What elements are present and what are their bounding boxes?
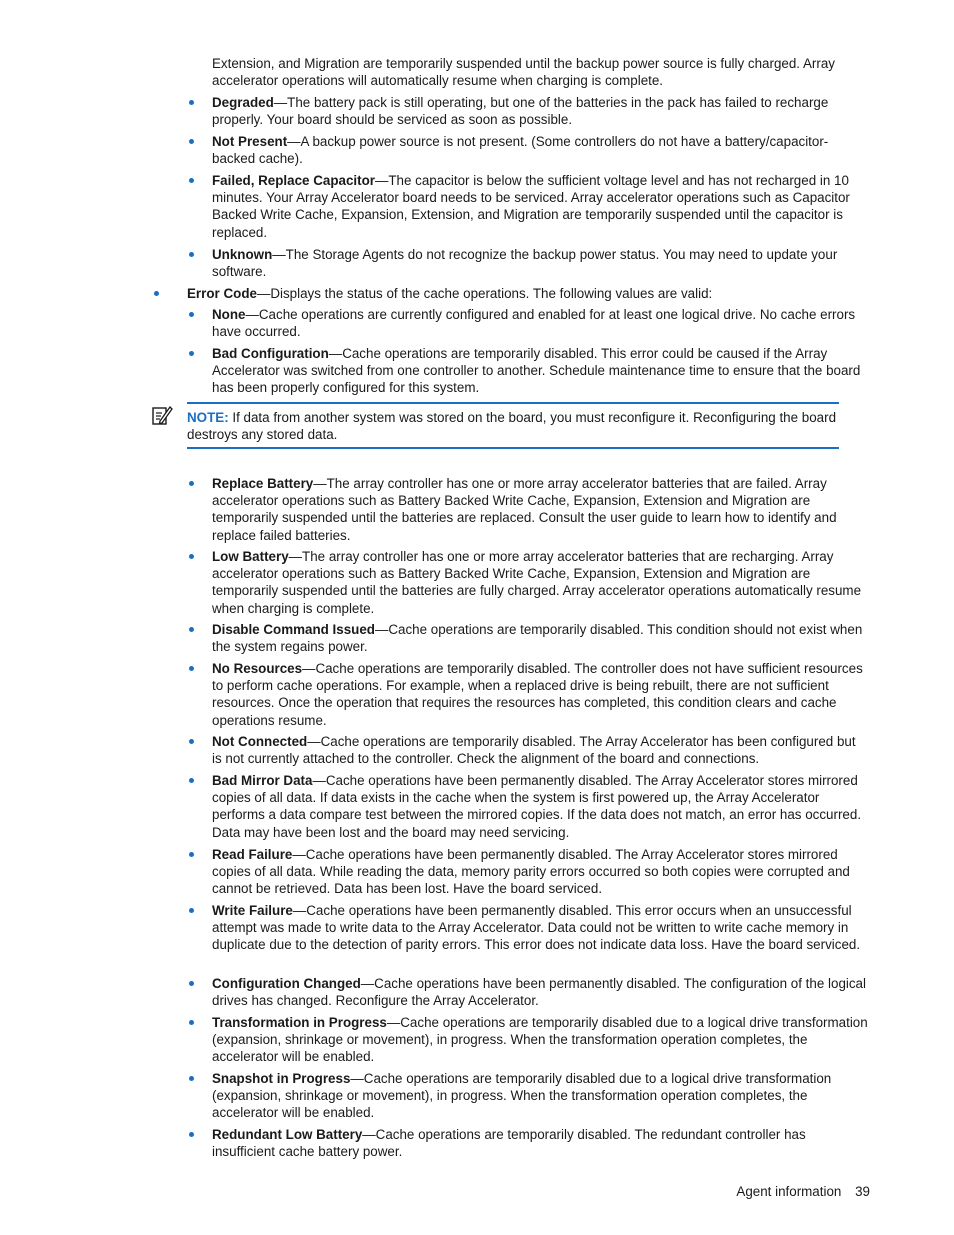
item-term: Unknown [212,247,273,262]
item-term: Degraded [212,95,274,110]
list-item-none [212,306,868,340]
item-text: —Cache operations are currently configured and enabled for at least one logical drive. No cache errors have occurred. [212,307,856,340]
item-term: None [212,307,246,322]
list-item-replace-battery [212,475,868,544]
bullet-icon [189,100,194,105]
item-term: Not Present [212,134,288,149]
bullet-icon [189,627,194,632]
list-item-not-present [212,133,868,167]
bullet-icon [189,852,194,857]
item-text: —The Storage Agents do not recognize the backup power status. You may need to update your software. [212,247,838,280]
item-term: Failed, Replace Capacitor [212,173,375,188]
page-footer [700,1183,870,1200]
item-text: —Cache operations have been permanently disabled. This error occurs when an unsuccessful attempt was made to write data to the Array Accelerator. Data could not be written to write cache memory in duplicate due to the detection of parity errors. This error does not indicate data loss. Have the board serviced. [212,903,861,953]
bullet-icon [189,1020,194,1025]
page-number: 39 [855,1184,870,1199]
item-term: Replace Battery [212,476,314,491]
item-text: —Cache operations have been permanently disabled. The Array Accelerator stores mirrored copies of all data. While reading the data, memory parity errors occurred so both copies were corrupted and cannot be retrieved. Data has been lost. Have the board serviced. [212,847,850,897]
item-text: —The array controller has one or more array accelerator batteries that are failed. Array accelerator operations such as Battery Backed Write Cache, Expansion, Extension and Migration are temporarily suspended until the batteries are replaced. Consult the user guide to learn how to identify and replace failed batteries. [212,476,837,543]
list-item-bad-mirror-data [212,772,868,841]
item-term: Error Code [187,286,257,301]
note-box [187,402,839,449]
bullet-icon [189,178,194,183]
note-pencil-icon [151,404,173,426]
note-text: If data from another system was stored on the board, you must reconfigure it. Reconfiguring the board destroys any stored data. [187,410,837,443]
list-item-not-connected [212,733,868,767]
bullet-icon [189,554,194,559]
item-text: —Cache operations have been permanently disabled. The Array Accelerator stores mirrored copies of all data. If data exists in the cache when the system is first powered up, the Array Accelerator performs a data compare test between the mirrored copies. If the data does not match, an error has occurred. Data may have been lost and the board may need servicing. [212,773,862,840]
item-term: Read Failure [212,847,293,862]
item-text: —Cache operations are temporarily disabled. The Array Accelerator has been configured but is not currently attached to the controller. Check the alignment of the board and connections. [212,734,856,767]
bullet-icon [189,312,194,317]
item-term: Snapshot in Progress [212,1071,351,1086]
item-term: Disable Command Issued [212,622,375,637]
item-text: —Displays the status of the cache operations. The following values are valid: [256,286,713,301]
item-text: —Cache operations are temporarily disabled. This error could be caused if the Array Accelerator was switched from one controller to another. Schedule maintenance time to ensure that the board has been properly configured for this system. [212,346,861,396]
bullet-icon [189,778,194,783]
list-item-bad-configuration [212,345,868,397]
item-term: Bad Mirror Data [212,773,313,788]
item-text: —A backup power source is not present. (Some controllers do not have a battery/capacitor-backed cache). [212,134,829,167]
list-item-read-failure [212,846,868,898]
bullet-icon [154,291,159,296]
item-term: Not Connected [212,734,308,749]
bullet-icon [189,908,194,913]
footer-section-title: Agent information [736,1184,842,1199]
list-item-unknown [212,246,868,280]
item-text: —Cache operations are temporarily disabled. This condition should not exist when the system regains power. [212,622,863,655]
item-term: Configuration Changed [212,976,361,991]
intro-continuation: Extension, and Migration are temporarily suspended until the backup power source is fully charged. Array accelerator operations will automatically resume when charging is complete. [212,56,835,89]
list-item-low-battery [212,548,868,617]
item-text: —The battery pack is still operating, but one of the batteries in the pack has failed to recharge properly. Your board should be serviced as soon as possible. [212,95,829,128]
item-term: No Resources [212,661,303,676]
list-item-error-code [187,285,867,302]
note-label: NOTE: [187,410,229,425]
list-item-configuration-changed [212,975,868,1009]
item-text: —Cache operations have been permanently disabled. The configuration of the logical drives has changed. Reconfigure the Array Accelerator. [212,976,866,1009]
item-text: —Cache operations are temporarily disabled. The controller does not have sufficient resources to perform cache operations. For example, when a replaced drive is being rebuilt, there are not sufficient resources. Once the operation that requires the resources has completed, this condition clears and cache operations resume. [212,661,863,728]
list-item-snapshot-in-progress [212,1070,868,1122]
bullet-icon [189,481,194,486]
item-text: —Cache operations are temporarily disabled due to a logical drive transformation (expansion, shrinkage or movement), in progress. When the transformation operation completes, the accelerator will be enabled. [212,1071,832,1121]
bullet-icon [189,739,194,744]
item-term: Low Battery [212,549,289,564]
bullet-icon [189,1076,194,1081]
item-term: Redundant Low Battery [212,1127,363,1142]
item-term: Transformation in Progress [212,1015,387,1030]
item-term: Write Failure [212,903,293,918]
item-text: —Cache operations are temporarily disabled due to a logical drive transformation (expansion, shrinkage or movement), in progress. When the transformation operation completes, the accelerator will be enabled. [212,1015,868,1065]
item-text: —Cache operations are temporarily disabled. The redundant controller has insufficient cache battery power. [212,1127,806,1160]
list-item-failed-replace-capacitor [212,172,868,241]
list-item-degraded [212,94,868,128]
bullet-icon [189,666,194,671]
item-text: —The array controller has one or more array accelerator batteries that are recharging. Array accelerator operations such as Battery Backed Write Cache, Expansion, Extension and Migration are temporarily suspended until the batteries are fully charged. Array accelerator operations automatically resume when charging is complete. [212,549,862,616]
list-item-redundant-low-battery [212,1126,868,1160]
item-text: —The capacitor is below the sufficient voltage level and has not recharged in 10 minutes. Your Array Accelerator board needs to be serviced. Array accelerator operations such as Capacitor Backed Write Cache, Expansion, Extension, and Migration are temporarily suspended until the capacitor is replaced. [212,173,850,240]
bullet-icon [189,252,194,257]
bullet-icon [189,1132,194,1137]
list-item-disable-command-issued [212,621,868,655]
bullet-icon [189,981,194,986]
list-item-write-failure [212,902,868,954]
list-item-no-resources [212,660,868,729]
bullet-icon [189,351,194,356]
list-item-transformation-in-progress [212,1014,868,1066]
bullet-icon [189,139,194,144]
item-term: Bad Configuration [212,346,329,361]
